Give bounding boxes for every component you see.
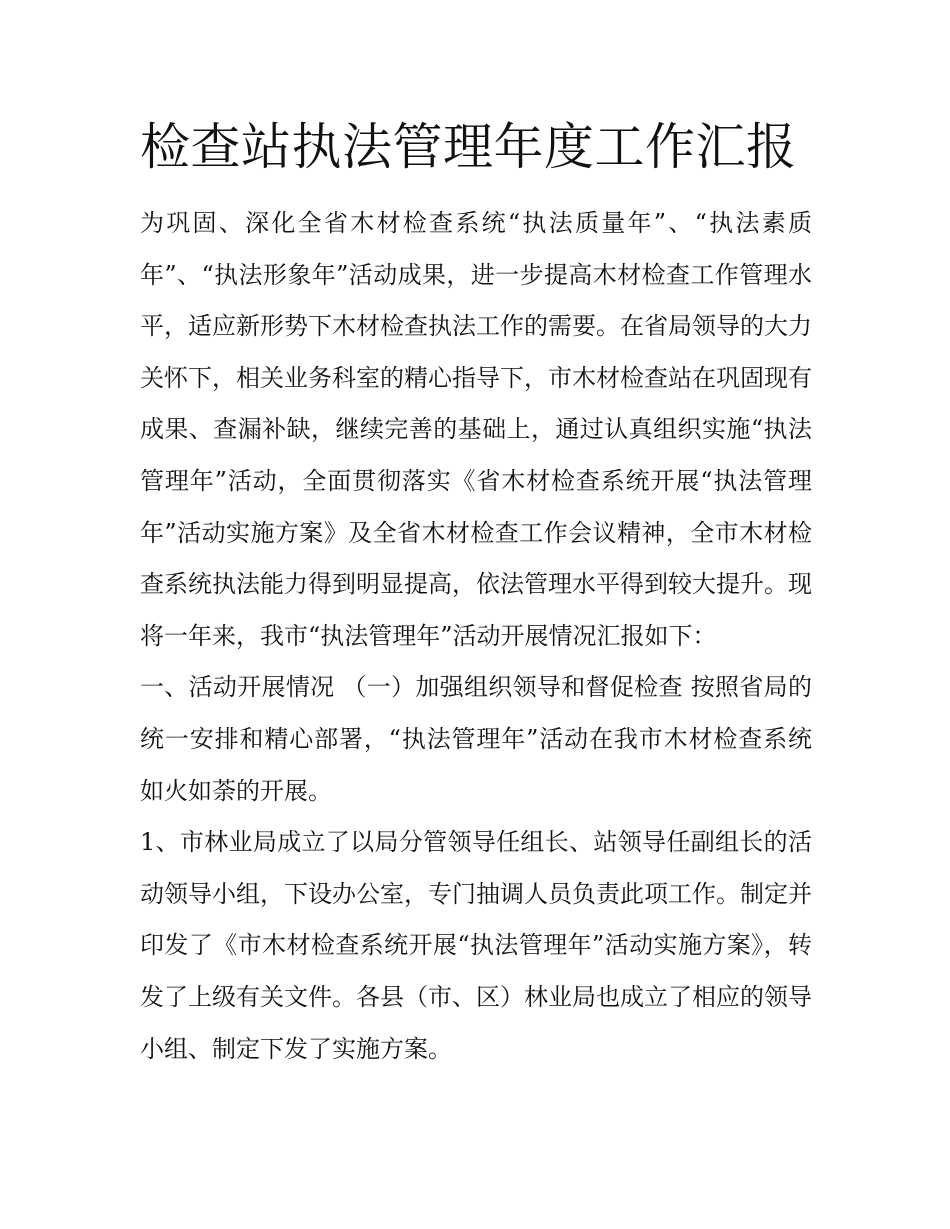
paragraph-item-one: 1、市林业局成立了以局分管领导任组长、站领导任副组长的活动领导小组，下设办公室，专门抽调人员负责此项工作。制定并印发了《市木材检查系统开展“执法管理年”活动实施方案》，转发了上级有关文件。各县（市、区）林业局也成立了相应的领导小组、制定下发了实施方案。 <box>140 828 812 1063</box>
document-title: 检查站执法管理年度工作汇报 <box>140 118 797 176</box>
paragraph-intro: 为巩固、深化全省木材检查系统“执法质量年”、“执法素质年”、“执法形象年”活动成果，进一步提高木材检查工作管理水平，适应新形势下木材检查执法工作的需要。在省局领导的大力关怀下，相关业务科室的精心指导下，市木材检查站在巩固现有成果、查漏补缺，继续完善的基础上，通过认真组织实施“执法管理年”活动，全面贯彻落实《省木材检查系统开展“执法管理年”活动实施方案》及全省木材检查工作会议精神，全市木材检查系统执法能力得到明显提高，依法管理水平得到较大提升。现将一年来，我市“执法管理年”活动开展情况汇报如下： <box>140 209 812 650</box>
paragraph-section-one: 一、活动开展情况 （一）加强组织领导和督促检查 按照省局的统一安排和精心部署，“执法管理年”活动在我市木材检查系统如火如荼的开展。 <box>140 673 812 805</box>
document-body <box>140 198 812 1075</box>
